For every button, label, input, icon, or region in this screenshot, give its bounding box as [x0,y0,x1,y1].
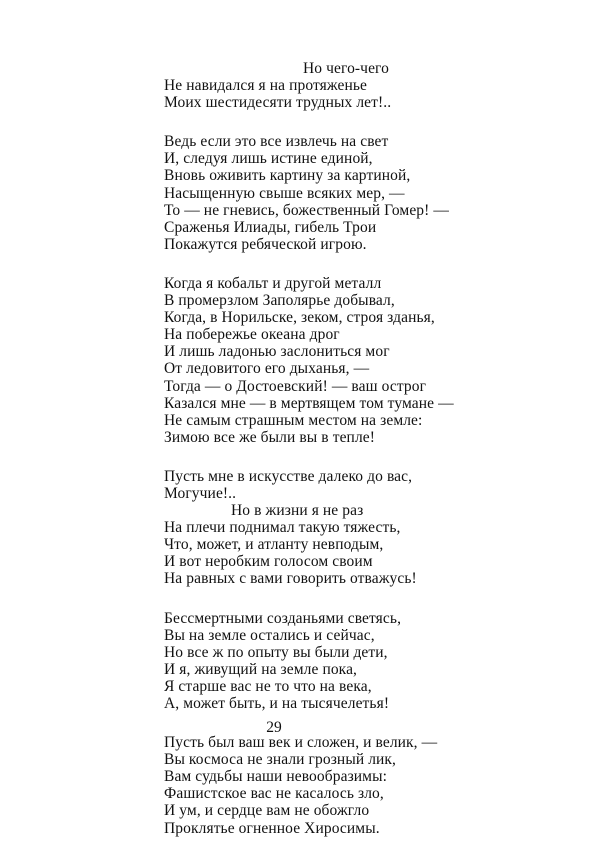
poem-line: На плечи поднимал такую тяжесть, [164,519,401,537]
page-number: 29 [266,719,282,736]
poem-line: Моих шестидесяти трудных лет!.. [164,94,392,112]
poem-text [164,60,584,859]
poem-line: Я старше вас не то что на века, [164,677,372,695]
poem-line: От ледовитого его дыханья, — [164,360,370,378]
stanza-5 [164,610,584,713]
poem-line: И вот неробким голосом своим [164,553,373,571]
poem-line: Что, может, и атланту невподым, [164,536,384,554]
poem-line: Тогда — о Достоевский! — ваш острог [164,377,427,395]
poem-line: Но в жизни я не раз [231,502,364,520]
poem-line: Сраженья Илиады, гибель Трои [164,218,377,236]
poem-line: Когда я кобальт и другой металл [164,274,382,292]
poem-line: Фашистское вас не касалось зло, [164,785,384,803]
stanza-2 [164,133,584,253]
poem-line: То — не гневись, божественный Гомер! — [164,201,449,219]
poem-line: Вы на земле остались и сейчас, [164,626,375,644]
poem-line: Вам судьбы наши невообразимы: [164,768,388,786]
poem-line: Пусть был ваш век и сложен, и велик, — [164,734,438,752]
poem-line: Зимою все же были вы в тепле! [164,428,376,446]
poem-line: Вновь оживить картину за картиной, [164,167,411,185]
poem-line: На равных с вами говорить отважусь! [164,570,417,588]
poem-line: Ведь если это все извлечь на свет [164,133,389,151]
poem-line: Но чего-чего [303,60,389,77]
poem-line: Казался мне — в мертвящем том тумане — [164,394,454,412]
poem-line: Покажутся ребяческой игрою. [164,235,367,253]
poem-line: Не самым страшным местом на земле: [164,411,423,429]
poem-line: На побережье океана дрог [164,326,340,344]
stanza-4 [164,468,584,588]
poem-line: Не навидался я на протяженье [164,77,368,95]
stanza-3 [164,275,584,446]
poem-line: Насыщенную свыше всяких мер, — [164,184,405,202]
poem-line: Когда, в Норильске, зеком, строя зданья, [164,309,435,327]
poem-line: Могучие!.. [164,484,237,502]
stanza-6 [164,734,584,837]
poem-line: Вы космоса не знали грозный лик, [164,751,397,769]
poem-line: И лишь ладонью заслониться мог [164,343,390,361]
poem-line: И, следуя лишь истине единой, [164,150,373,168]
poem-line: Но все ж по опыту вы были дети, [164,643,388,661]
poem-line: А, может быть, и на тысячелетья! [164,695,390,712]
poem-line: Пусть мне в искусстве далеко до вас, [164,467,413,485]
poem-line: В промерзлом Заполярье добывал, [164,292,395,310]
poem-line: Бессмертными созданьями светясь, [164,609,402,627]
poem-line: И ум, и сердце вам не обожгло [164,802,370,820]
stanza-1 [164,60,584,111]
poem-line: Проклятье огненное Хиросимы. [164,819,380,837]
poem-line: И я, живущий на земле пока, [164,660,358,678]
